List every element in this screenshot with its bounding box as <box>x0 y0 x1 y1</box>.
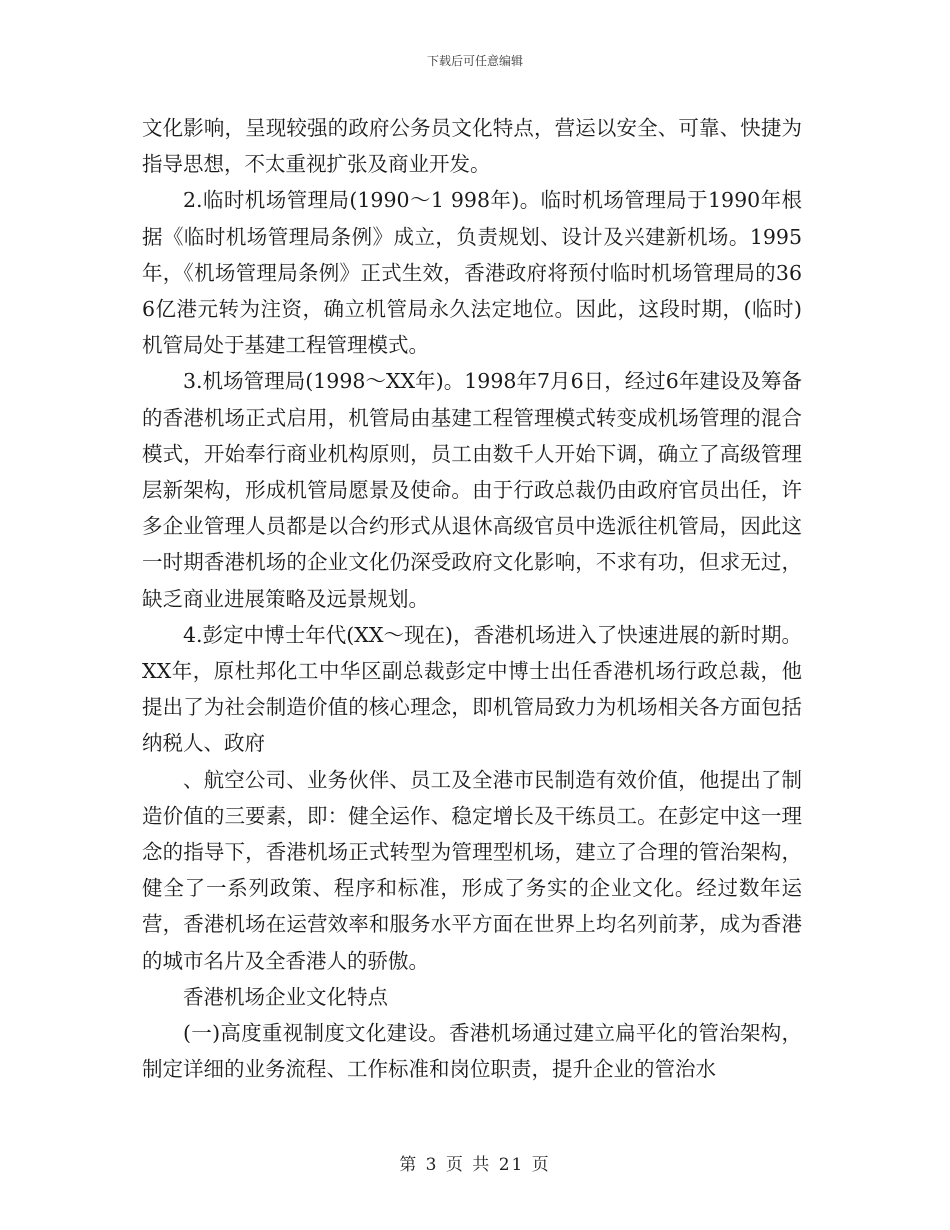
page-footer: 第 3 页 共 21 页 <box>399 1155 551 1175</box>
paragraph: 2.临时机场管理局(1990～1 998年)。临时机场管理局于1990年根据《临时机场管理局条例》成立，负责规划、设计及兴建新机场。1995年，《机场管理局条例》正式生效，香港政府将预付临时机场管理局的366亿港元转为注资，确立机管局永久法定地位。因此，这段时期，(临时)机管局处于基建工程管理模式。 <box>142 188 802 358</box>
paragraph: 文化影响，呈现较强的政府公务员文化特点，营运以安全、可靠、快捷为指导思想，不太重视扩张及商业开发。 <box>142 116 802 177</box>
page-header: 下载后可任意编辑 <box>426 54 523 68</box>
paragraph: 、航空公司、业务伙伴、员工及全港市民制造有效价值，他提出了制造价值的三要素，即：健全运作、稳定增长及干练员工。在彭定中这一理念的指导下，香港机场正式转型为管理型机场，建立了合理的管治架构，健全了一系列政策、程序和标准，形成了务实的企业文化。经过数年运营，香港机场在运营效率和服务水平方面在世界上均名列前茅，成为香港的城市名片及全香港人的骄傲。 <box>142 767 802 973</box>
paragraph: (一)高度重视制度文化建设。香港机场通过建立扁平化的管治架构，制定详细的业务流程、工作标准和岗位职责，提升企业的管治水 <box>142 1021 802 1082</box>
document-body <box>142 110 802 1087</box>
paragraph: 3.机场管理局(1998～XX年)。1998年7月6日，经过6年建设及筹备的香港机场正式启用，机管局由基建工程管理模式转变成机场管理的混合模式，开始奉行商业机构原则，员工由数千人开始下调，确立了高级管理层新架构，形成机管局愿景及使命。由于行政总裁仍由政府官员出任，许多企业管理人员都是以合约形式从退休高级官员中选派往机管局，因此这一时期香港机场的企业文化仍深受政府文化影响，不求有功，但求无过，缺乏商业进展策略及远景规划。 <box>142 369 802 611</box>
section-heading: 香港机场企业文化特点 <box>183 984 388 1009</box>
paragraph: 4.彭定中博士年代(XX～现在)，香港机场进入了快速进展的新时期。XX年，原杜邦化工中华区副总裁彭定中博士出任香港机场行政总裁，他提出了为社会制造价值的核心理念，即机管局致力为机场相关各方面包括纳税人、政府 <box>142 622 802 756</box>
